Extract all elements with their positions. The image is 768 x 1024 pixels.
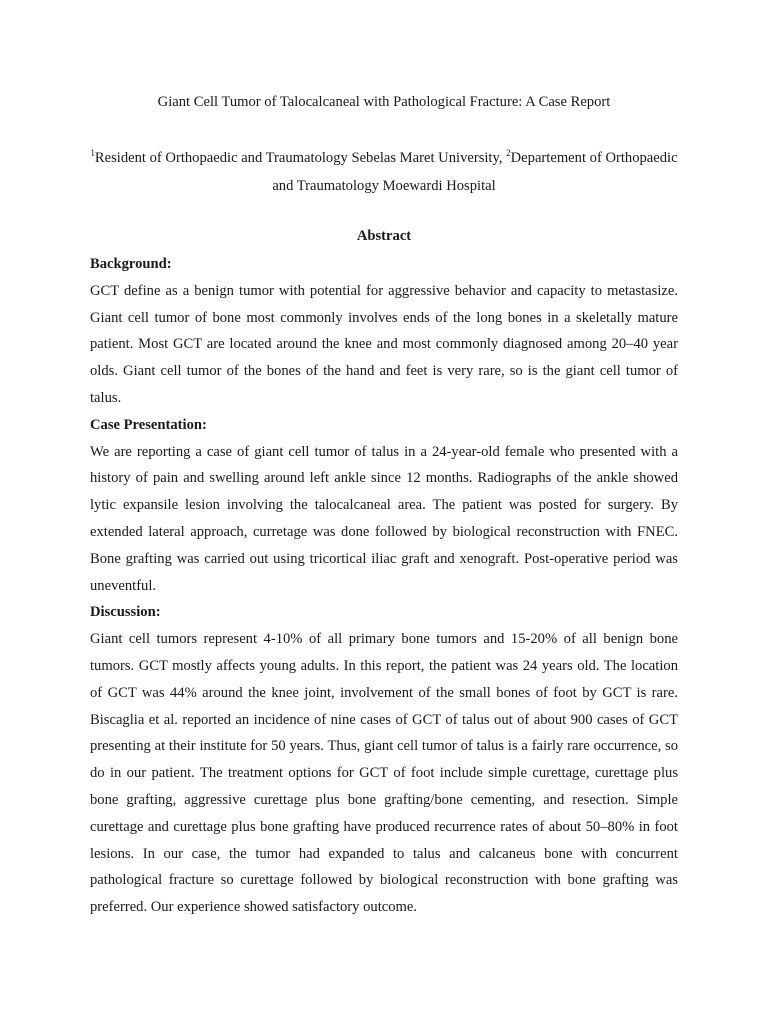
author-affiliation [80,144,688,200]
section-text-discussion: Giant cell tumors represent 4-10% of all primary bone tumors and 15-20% of all benign bone tumors. GCT mostly affects young adults. In this report, the patient was 24 years old. The location of GCT was 44% around the knee joint, involvement of the small bones of foot by GCT is rare. Biscaglia et al. reported an incidence of nine cases of GCT of talus out of about 900 cases of GCT presenting at their institute for 50 years. Thus, giant cell tumor of talus is a fairly rare occurrence, so do in our patient. The treatment options for GCT of foot include simple curettage, curettage plus bone grafting, aggressive curettage plus bone grafting/bone cementing, and resection. Simple curettage and curettage plus bone grafting have produced recurrence rates of about 50–80% in foot lesions. In our case, the tumor had expanded to talus and calcaneus bone with concurrent pathological fracture so curettage followed by biological reconstruction with bone grafting was preferred. Our experience showed satisfactory outcome. [90,631,678,916]
affiliation-marker-1: 1 [90,148,95,158]
abstract-body [90,251,678,921]
abstract-heading: Abstract [356,228,412,244]
paper-title: Giant Cell Tumor of Talocalcaneal with Pathological Fracture: A Case Report [157,94,611,110]
affiliation-text-2: Departement of Orthopaedic and Traumatology Moewardi Hospital [272,150,678,194]
section-heading-case-presentation: Case Presentation: [90,416,207,433]
section-text-case-presentation: We are reporting a case of giant cell tumor of talus in a 24-year-old female who presented with a history of pain and swelling around left ankle since 12 months. Radiographs of the ankle showed lytic expansile lesion involving the talocalcaneal area. The patient was posted for surgery. By extended lateral approach, curretage was done followed by biological reconstruction with FNEC. Bone grafting was carried out using tricortical iliac graft and xenograft. Post-operative period was uneventful. [90,443,678,594]
section-heading-discussion: Discussion: [90,604,161,621]
affiliation-marker-2: 2 [506,148,511,158]
affiliation-text-1: Resident of Orthopaedic and Traumatology Sebelas Maret University, [94,150,507,166]
section-text-background: GCT define as a benign tumor with potential for aggressive behavior and capacity to metastasize. Giant cell tumor of bone most commonly involves ends of the long bones in a skeletally mature patient. Most GCT are located around the knee and most commonly diagnosed among 20–40 year olds. Giant cell tumor of the bones of the hand and feet is very rare, so is the giant cell tumor of talus. [90,282,678,406]
section-heading-background: Background: [90,256,172,272]
